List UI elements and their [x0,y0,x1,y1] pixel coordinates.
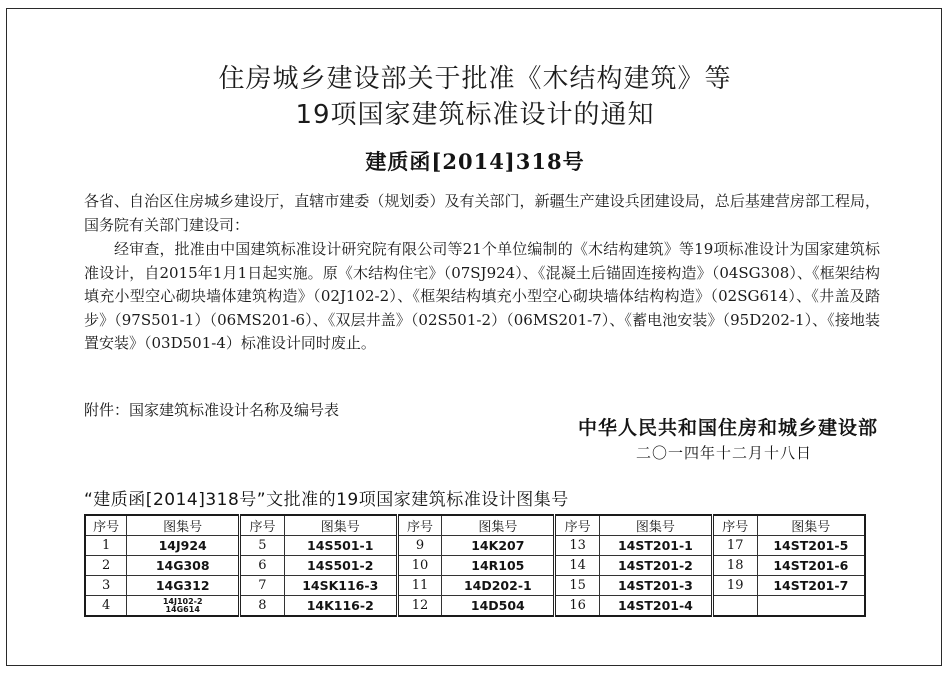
atlas-code-line1: 14J102-2 [162,596,203,606]
recipients-paragraph: 各省、自治区住房城乡建设厅，直辖市建委（规划委）及有关部门，新疆生产建设兵团建设局，总后基建营房部工程局，国务院有关部门建设司： [84,192,880,234]
atlas-code: 14ST201-7 [757,576,865,596]
atlas-code-line2: 14G614 [165,604,200,614]
table-caption: “建质函[2014]318号”文批准的19项国家建筑标准设计图集号 [84,490,569,510]
header-num: 序号 [85,515,127,536]
atlas-code: 14ST201-3 [600,576,713,596]
issue-date: 二〇一四年十二月十八日 [635,444,812,462]
atlas-code: 14SK116-3 [284,576,397,596]
row-number: 1 [85,536,127,556]
atlas-code: 14R105 [442,556,555,576]
notice-title-line1: 住房城乡建设部关于批准《木结构建筑》等 [218,64,732,94]
atlas-code: 14D202-1 [442,576,555,596]
row-number: 2 [85,556,127,576]
body-paragraph: 经审查，批准由中国建筑标准设计研究院有限公司等21个单位编制的《木结构建筑》等19项标准设计为国家建筑标准设计，自2015年1月1日起实施。原《木结构住宅》（07SJ924）、《混凝土后锚固连接构造》（04SG308）、《框架结构填充小型空心砌块墙体建筑构造》（02J102-2）、《框架结构填充小型空心砌块墙体结构构造》（02SG614）、《井盖及踏步》（97S501-1）（06MS201-6）、《双层井盖》（02S501-2）（06MS201-7）、《蓄电池安装》（95D202-1）、《接地装置安装》（03D501-4）标准设计同时废止。 [84,240,880,352]
header-num: 序号 [555,515,600,536]
atlas-code: 14ST201-2 [600,556,713,576]
row-number: 19 [712,576,757,596]
row-number: 3 [85,576,127,596]
header-code: 图集号 [284,515,397,536]
header-code: 图集号 [442,515,555,536]
row-number: 4 [85,596,127,617]
atlas-code-double [127,596,240,617]
atlas-code: 14ST201-4 [600,596,713,617]
empty-cell [757,596,865,617]
atlas-code: 14S501-2 [284,556,397,576]
row-number: 17 [712,536,757,556]
atlas-code: 14J924 [127,536,240,556]
header-code: 图集号 [757,515,865,536]
atlas-code: 14ST201-5 [757,536,865,556]
header-code: 图集号 [600,515,713,536]
table-row [85,536,865,556]
row-number: 8 [240,596,285,617]
header-num: 序号 [397,515,442,536]
row-number: 18 [712,556,757,576]
atlas-code: 14K207 [442,536,555,556]
table-row [85,596,865,617]
row-number: 16 [555,596,600,617]
table-row [85,576,865,596]
row-number: 6 [240,556,285,576]
header-num: 序号 [712,515,757,536]
row-number: 15 [555,576,600,596]
document-number: 建质函[2014]318号 [365,149,585,174]
atlas-code: 14D504 [442,596,555,617]
row-number: 9 [397,536,442,556]
atlas-code: 14ST201-1 [600,536,713,556]
table-header-row [85,515,865,536]
row-number: 13 [555,536,600,556]
standards-table [84,514,866,617]
atlas-code: 14K116-2 [284,596,397,617]
row-number: 14 [555,556,600,576]
attachment-note: 附件：国家建筑标准设计名称及编号表 [84,401,340,419]
atlas-code: 14G312 [127,576,240,596]
header-num: 序号 [240,515,285,536]
issuer-name: 中华人民共和国住房和城乡建设部 [577,417,878,439]
table-row [85,556,865,576]
empty-cell [712,596,757,617]
row-number: 7 [240,576,285,596]
row-number: 5 [240,536,285,556]
row-number: 10 [397,556,442,576]
atlas-code: 14G308 [127,556,240,576]
row-number: 12 [397,596,442,617]
atlas-code: 14S501-1 [284,536,397,556]
header-code: 图集号 [127,515,240,536]
notice-title-line2: 19项国家建筑标准设计的通知 [295,100,655,130]
row-number: 11 [397,576,442,596]
atlas-code: 14ST201-6 [757,556,865,576]
